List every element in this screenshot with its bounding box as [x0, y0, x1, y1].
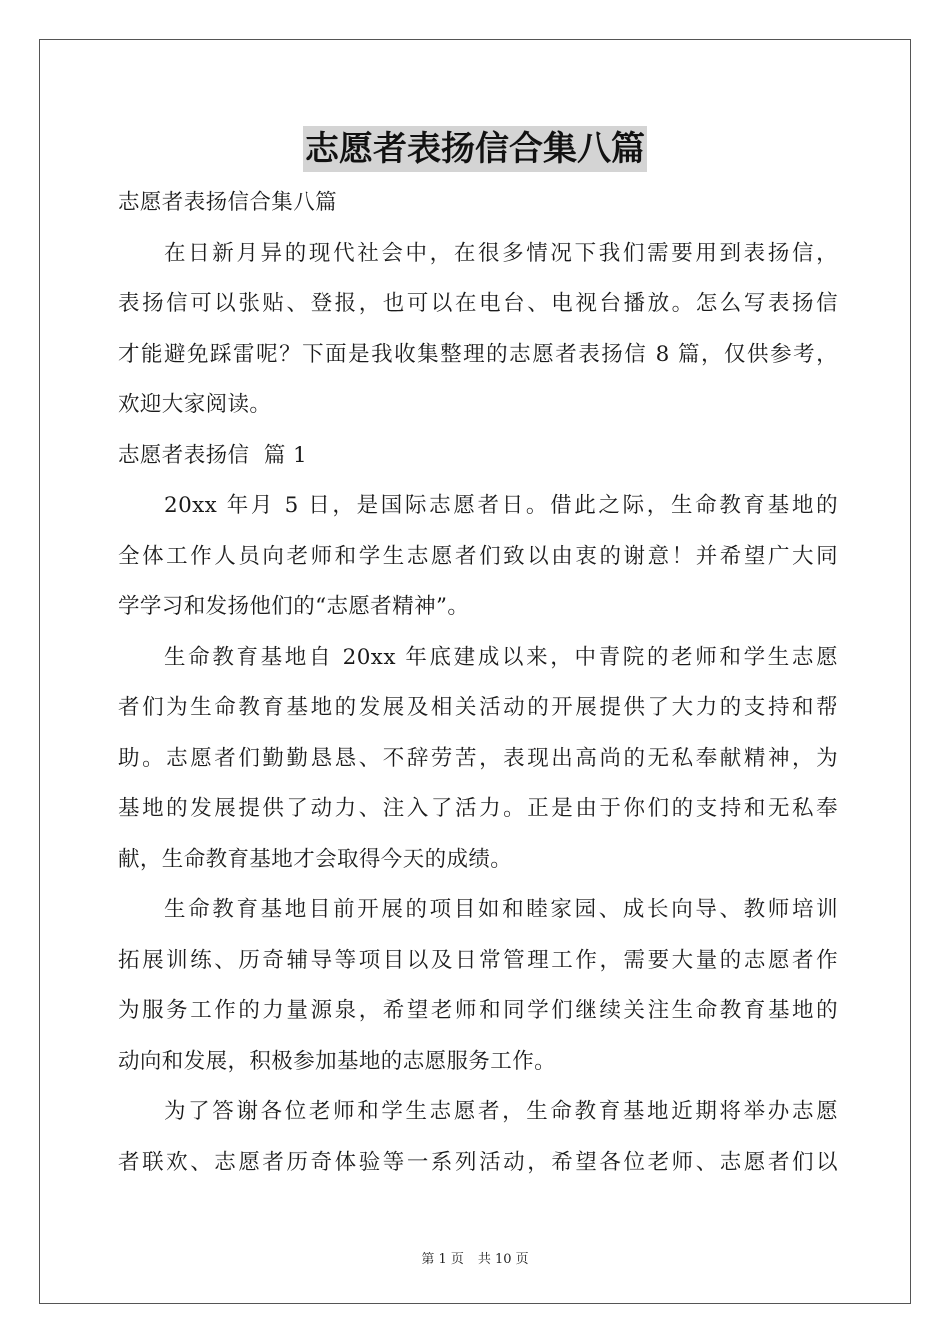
- paragraph-line: 欢迎大家阅读。: [118, 392, 272, 417]
- paragraph-line: 拓展训练、历奇辅导等项目以及日常管理工作，需要大量的志愿者作: [118, 947, 838, 973]
- paragraph-line: 在日新月异的现代社会中，在很多情况下我们需要用到表扬信，: [164, 240, 838, 266]
- paragraph-line: 为了答谢各位老师和学生志愿者，生命教育基地近期将举办志愿: [164, 1099, 838, 1124]
- paragraph-line: 生命教育基地目前开展的项目如和睦家园、成长向导、教师培训: [164, 897, 838, 922]
- title-container: [0, 126, 950, 172]
- subtitle-line: 志愿者表扬信合集八篇: [118, 190, 338, 215]
- document-body: [118, 178, 838, 1188]
- paragraph-line: 者们为生命教育基地的发展及相关活动的开展提供了大力的支持和帮: [118, 695, 838, 720]
- page-footer: [0, 1248, 950, 1267]
- paragraph-line: 献，生命教育基地才会取得今天的成绩。: [118, 846, 513, 872]
- paragraph-line: 动向和发展，积极参加基地的志愿服务工作。: [118, 1048, 557, 1074]
- section-heading: 志愿者表扬信 篇 1: [118, 442, 308, 468]
- paragraph-line: 20xx 年月 5 日，是国际志愿者日。借此之际，生命教育基地的: [164, 493, 838, 518]
- paragraph-line: 表扬信可以张贴、登报，也可以在电台、电视台播放。怎么写表扬信: [118, 291, 838, 316]
- document-title: 志愿者表扬信合集八篇: [303, 126, 647, 172]
- paragraph-line: 基地的发展提供了动力、注入了活力。正是由于你们的支持和无私奉: [118, 796, 838, 821]
- paragraph-line: 为服务工作的力量源泉，希望老师和同学们继续关注生命教育基地的: [118, 998, 838, 1023]
- paragraph-line: 者联欢、志愿者历奇体验等一系列活动，希望各位老师、志愿者们以: [118, 1149, 838, 1175]
- page-number: 第 1 页: [421, 1252, 464, 1267]
- paragraph-line: 学学习和发扬他们的“志愿者精神”。: [118, 594, 470, 619]
- paragraph-line: 助。志愿者们勤勤恳恳、不辞劳苦，表现出高尚的无私奉献精神，为: [118, 745, 838, 771]
- paragraph-line: 生命教育基地自 20xx 年底建成以来，中青院的老师和学生志愿: [164, 644, 838, 670]
- page-total: 共 10 页: [477, 1252, 529, 1267]
- paragraph-line: 才能避免踩雷呢？下面是我收集整理的志愿者表扬信 8 篇，仅供参考，: [118, 341, 838, 367]
- paragraph-line: 全体工作人员向老师和学生志愿者们致以由衷的谢意！并希望广大同: [118, 543, 838, 569]
